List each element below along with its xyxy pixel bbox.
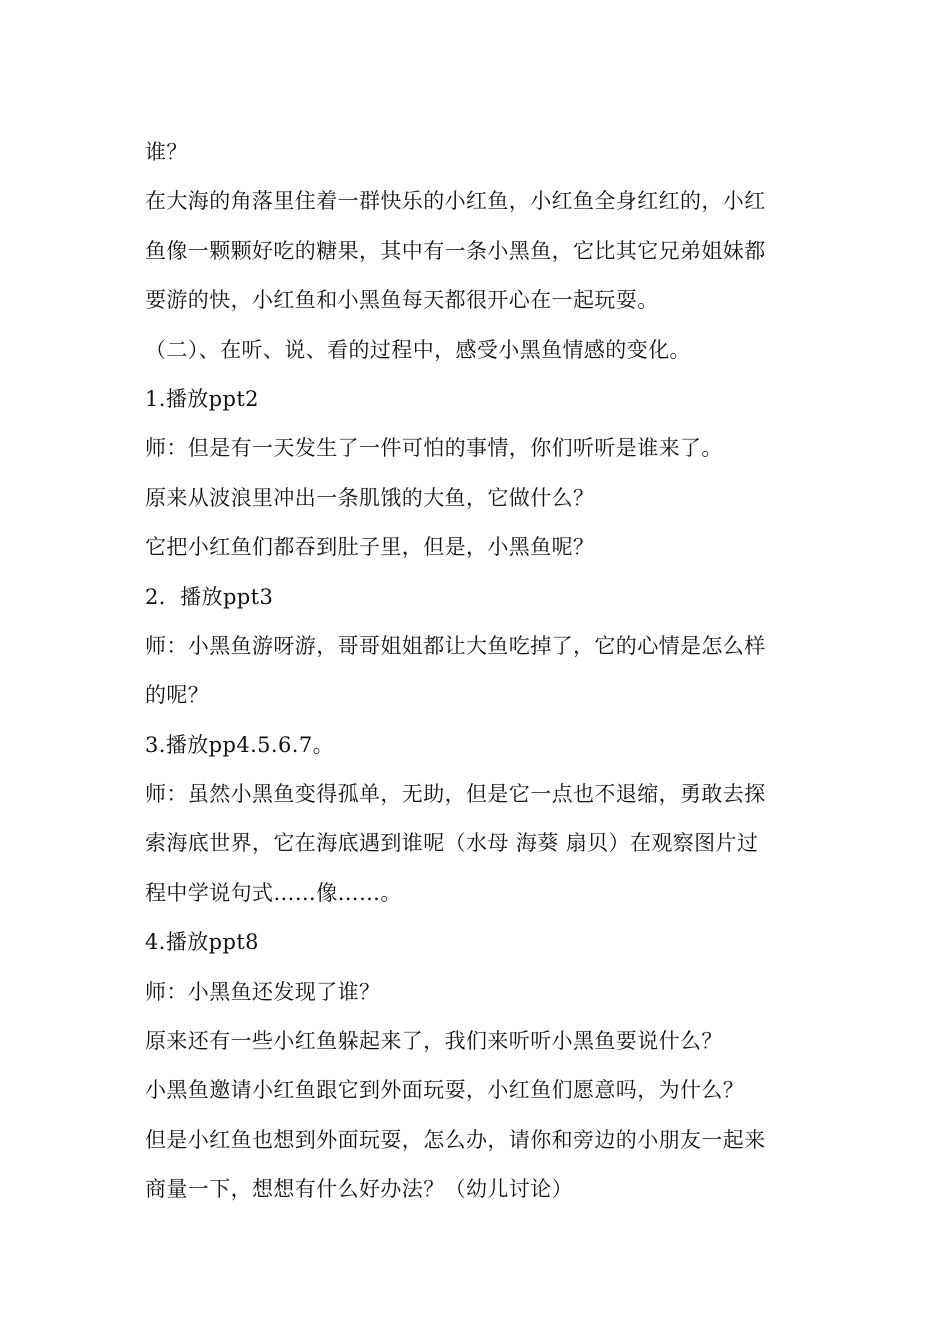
text-line: 在大海的角落里住着一群快乐的小红鱼，小红鱼全身红红的，小红 (145, 189, 766, 214)
text-line: 商量一下，想想有什么好办法？（幼儿讨论） (145, 1177, 573, 1202)
text-line: 师：小黑鱼还发现了谁？ (145, 979, 381, 1004)
step-heading: 4.播放ppt8 (145, 930, 259, 955)
text-line: 原来从波浪里冲出一条肌饿的大鱼，它做什么？ (145, 485, 595, 510)
text-line: 小黑鱼邀请小红鱼跟它到外面玩耍，小红鱼们愿意吗，为什么？ (145, 1078, 745, 1103)
text-line: 索海底世界，它在海底遇到谁呢（水母 海葵 扇贝）在观察图片过 (145, 831, 759, 856)
text-line: 师：小黑鱼游呀游，哥哥姐姐都让大鱼吃掉了，它的心情是怎么样 (145, 633, 766, 658)
step-heading: 2．播放ppt3 (145, 584, 274, 609)
text-line: 它把小红鱼们都吞到肚子里，但是，小黑鱼呢？ (145, 535, 595, 560)
document-body (145, 128, 810, 1215)
text-line: 要游的快，小红鱼和小黑鱼每天都很开心在一起玩耍。 (145, 288, 659, 313)
text-line: 程中学说句式……像……。 (145, 880, 402, 905)
text-line: 师：虽然小黑鱼变得孤单，无助，但是它一点也不退缩，勇敢去探 (145, 782, 766, 807)
text-line: 但是小红鱼也想到外面玩耍，怎么办，请你和旁边的小朋友一起来 (145, 1127, 766, 1152)
text-line: 的呢？ (145, 683, 210, 708)
step-heading: 3.播放pp4.5.6.7。 (145, 732, 334, 757)
section-heading: （二）、在听、说、看的过程中，感受小黑鱼情感的变化。 (145, 337, 691, 362)
step-heading: 1.播放ppt2 (145, 386, 259, 411)
text-line: 谁？ (145, 140, 188, 164)
text-line: 原来还有一些小红鱼躲起来了，我们来听听小黑鱼要说什么？ (145, 1029, 723, 1054)
text-line: 师：但是有一天发生了一件可怕的事情，你们听听是谁来了。 (145, 436, 723, 461)
text-line: 鱼像一颗颗好吃的糖果，其中有一条小黑鱼，它比其它兄弟姐妹都 (145, 238, 766, 263)
